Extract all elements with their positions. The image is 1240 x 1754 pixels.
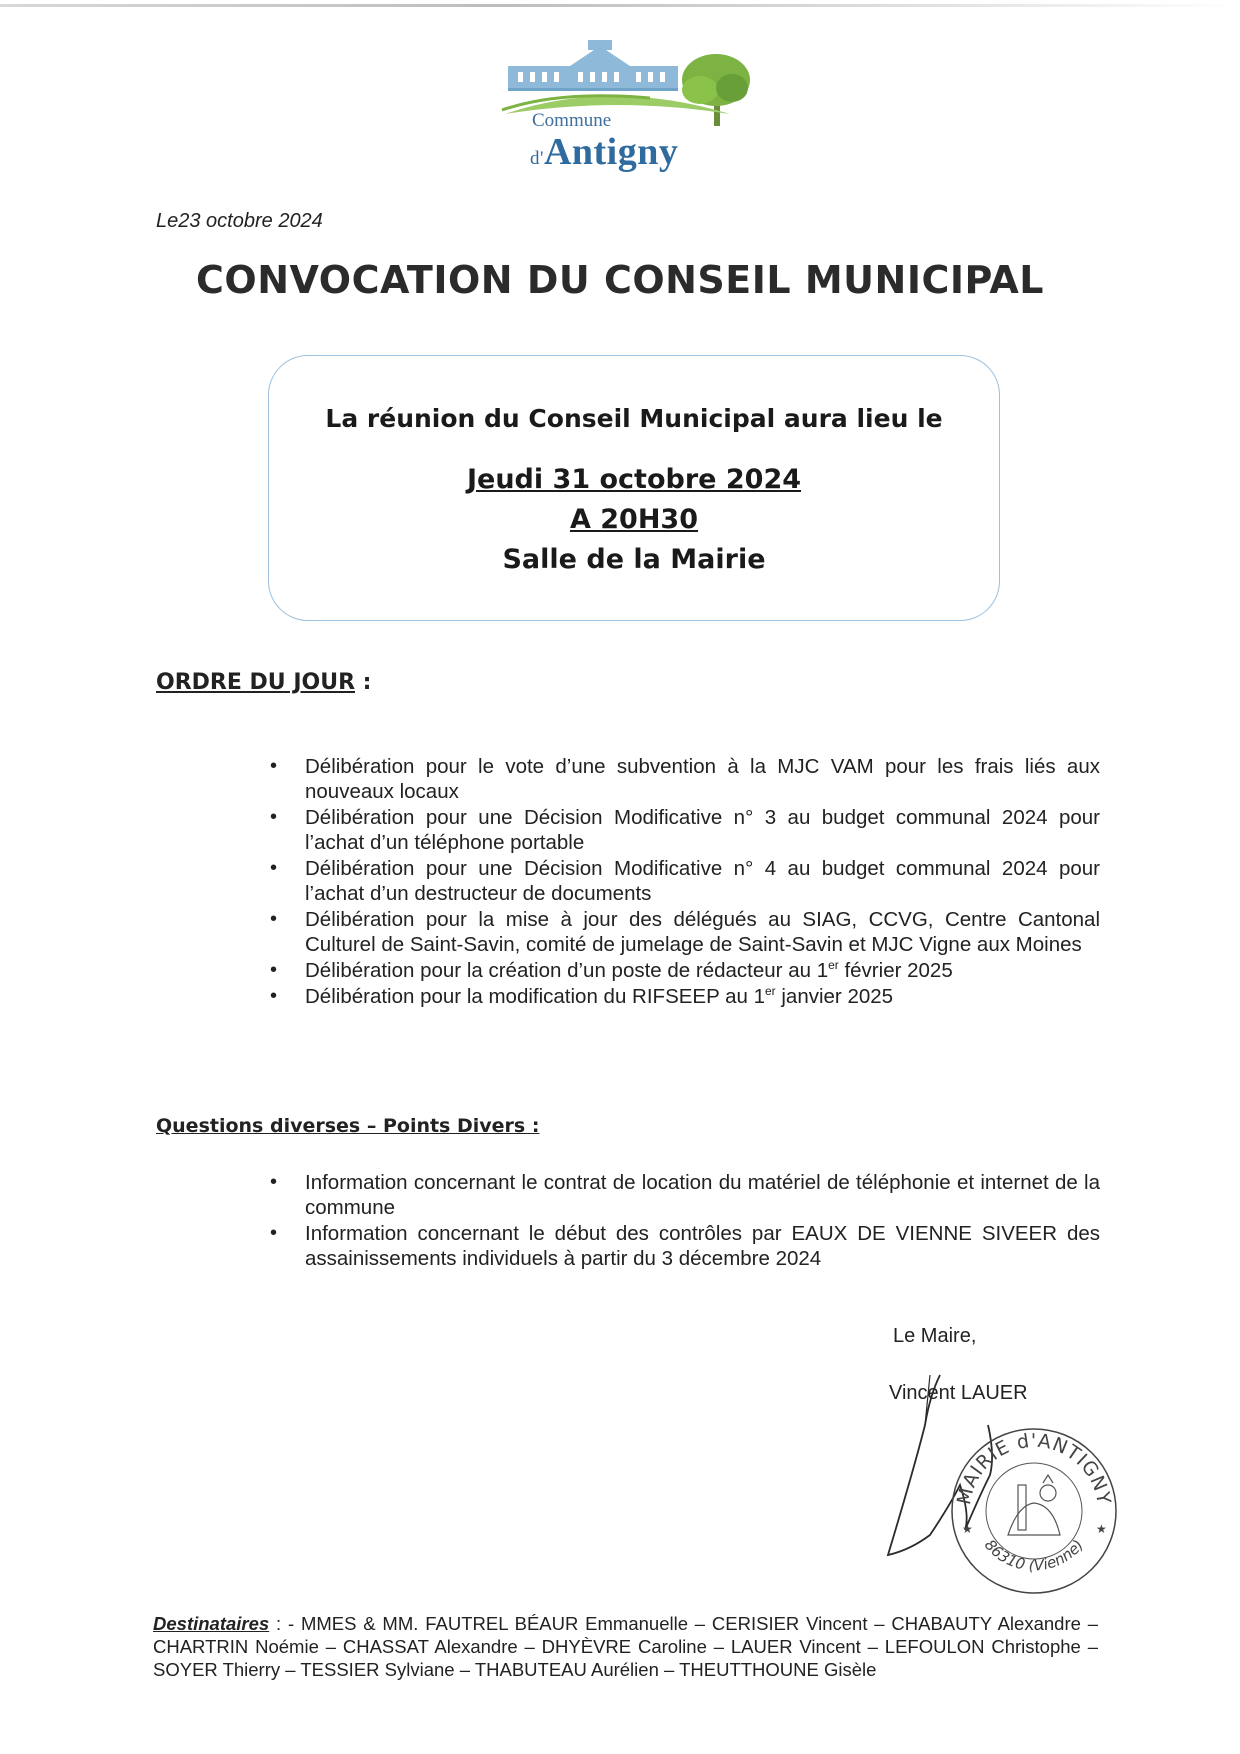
agenda-heading-text: ORDRE DU JOUR (156, 670, 356, 695)
page-title: CONVOCATION DU CONSEIL MUNICIPAL (196, 258, 1044, 302)
recipients-list: - MMES & MM. FAUTREL BÉAUR Emmanuelle – CERISIER Vincent – CHABAUTY Alexandre – CHARTRIN Noémie – CHASSAT Alexandre – DHYÈVRE Caroline – LAUER Vincent – LEFOULON Christophe – SOYER Thierry – TESSIER Sylviane – THABUTEAU Aurélien – THEUTTHOUNE Gisèle (153, 1613, 1099, 1680)
questions-list (270, 1170, 1100, 1272)
tree-icon (682, 54, 750, 126)
agenda-list (270, 754, 1100, 1010)
logo-name: Antigny (543, 131, 679, 173)
recipients-block (153, 1612, 1098, 1681)
signatory-name: Vincent LAUER (889, 1382, 1028, 1404)
meeting-date: Jeudi 31 octobre 2024 (466, 464, 802, 495)
agenda-item (270, 984, 1100, 1009)
ordinal-sup: er (828, 958, 839, 973)
question-item: • Information concernant le début des contrôles par EAUX DE VIENNE SIVEER des assainissements individuels à partir du 3 décembre 2024 (270, 1221, 1100, 1271)
agenda-item-text: Délibération pour la modification du RIFSEEP au 1 (305, 985, 765, 1008)
ordinal-sup: er (765, 984, 776, 999)
logo-commune-label: Commune (532, 110, 612, 131)
agenda-item-text: février 2025 (838, 959, 953, 982)
recipients-separator: : (269, 1613, 288, 1634)
svg-text:★: ★ (1096, 1522, 1107, 1536)
meeting-info-box (268, 355, 1000, 621)
agenda-item: • Délibération pour une Décision Modificative n° 4 au budget communal 2024 pour l’achat d’un destructeur de documents (270, 856, 1100, 906)
mairie-stamp (948, 1425, 1120, 1597)
question-item: • Information concernant le contrat de location du matériel de téléphonie et internet de la commune (270, 1170, 1100, 1220)
recipients-label: Destinataires (153, 1613, 270, 1634)
agenda-heading-suffix: : (355, 670, 372, 695)
meeting-intro: La réunion du Conseil Municipal aura lieu le (325, 404, 943, 433)
signatory-role: Le Maire, (893, 1325, 977, 1347)
svg-text:MAIRIE d'ANTIGNY (953, 1430, 1115, 1507)
agenda-item: • Délibération pour la mise à jour des délégués au SIAG, CCVG, Centre Cantonal Culturel de Saint-Savin, comité de jumelage de Saint-Savin et MJC Vigne aux Moines (270, 907, 1100, 957)
agenda-item (270, 958, 1100, 983)
agenda-item: • Délibération pour une Décision Modificative n° 3 au budget communal 2024 pour l’achat d’un téléphone portable (270, 805, 1100, 855)
logo-prefix: d' (530, 148, 544, 169)
svg-text:86310 (Vienne) (981, 1536, 1087, 1575)
meeting-time: A 20H30 (569, 504, 699, 535)
scan-edge (0, 4, 1240, 7)
agenda-item-text: janvier 2025 (775, 985, 894, 1008)
marianne-icon (1008, 1475, 1060, 1535)
stamp-top-text: MAIRIE d'ANTIGNY (953, 1429, 1115, 1507)
agenda-item: • Délibération pour le vote d’une subvention à la MJC VAM pour les frais liés aux nouveaux locaux (270, 754, 1100, 804)
questions-heading-text: Questions diverses – Points Divers : (156, 1115, 540, 1137)
stamp-bottom-text: 86310 (Vienne) (980, 1536, 1088, 1575)
agenda-item-text: Délibération pour la création d’un poste de rédacteur au 1 (305, 959, 829, 982)
document-date: Le23 octobre 2024 (156, 210, 323, 232)
agenda-heading (156, 670, 371, 695)
meeting-place: Salle de la Mairie (502, 544, 766, 575)
logo-commune-name (530, 130, 678, 174)
svg-text:★: ★ (962, 1522, 973, 1536)
chateau-icon (508, 40, 678, 91)
questions-heading (156, 1115, 539, 1137)
